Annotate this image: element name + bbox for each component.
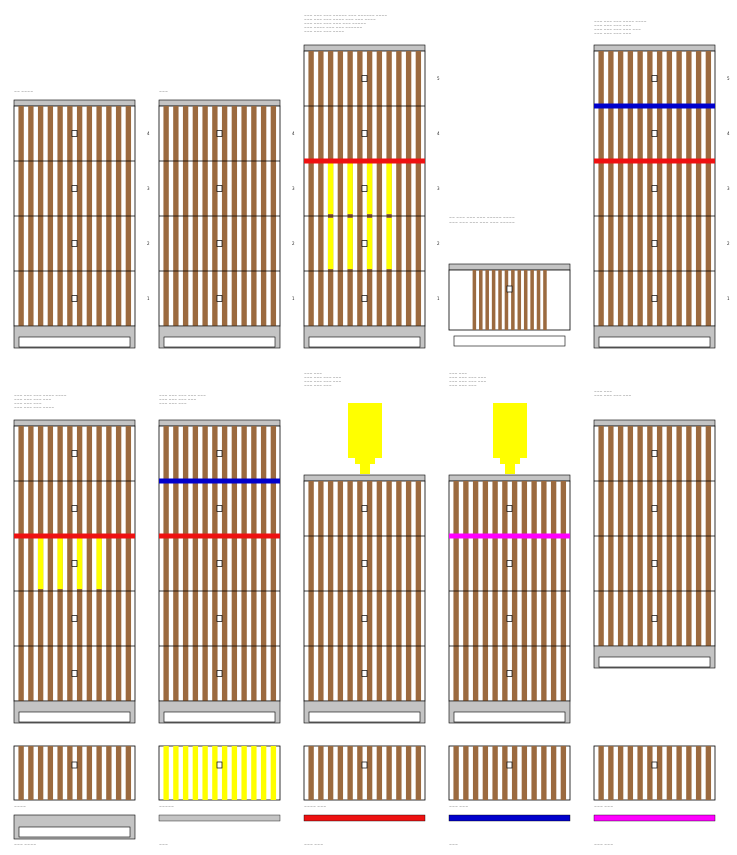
legend-slat <box>202 746 207 800</box>
unit-row1-1 <box>14 100 150 348</box>
highlight-slat <box>367 163 372 214</box>
unit-row1-2 <box>159 100 295 348</box>
shelf-marker <box>362 131 367 137</box>
slat <box>222 426 227 701</box>
shelf-marker <box>72 451 77 457</box>
top-cap <box>594 45 715 51</box>
section-number: 2 <box>437 241 440 246</box>
unit-row1-3 <box>304 45 440 348</box>
section-number: 4 <box>437 131 440 136</box>
legend-slat <box>628 746 633 800</box>
unit-row2-4 <box>449 403 570 723</box>
shelf-bar-red <box>14 534 135 539</box>
legend-slat <box>308 746 313 800</box>
highlight-slat <box>386 163 391 214</box>
shelf-marker <box>362 186 367 192</box>
section-number: 1 <box>727 296 730 301</box>
legend-slat <box>406 746 411 800</box>
legend-slat <box>706 746 711 800</box>
slat <box>271 426 276 701</box>
section-number: 3 <box>437 186 440 191</box>
legend-marker <box>362 762 367 768</box>
slat <box>126 426 131 701</box>
top-cap <box>304 475 425 481</box>
caption-row1-2: ~~~ <box>159 90 169 94</box>
legend-slat <box>551 746 556 800</box>
yellow-post <box>360 462 370 474</box>
shelf-bar-red <box>159 534 280 539</box>
slat <box>706 51 711 326</box>
legend-slat <box>48 746 53 800</box>
legend-swatch-magenta <box>594 815 715 821</box>
caption-row2-5: ~~~ ~~~ ~~~ ~~~ ~~~ ~~~ <box>594 390 632 398</box>
legend-caption-2: ~~~ <box>159 843 169 847</box>
shelf-marker <box>652 241 657 247</box>
shelf-bar-blue <box>594 104 715 109</box>
section-number: 3 <box>147 186 150 191</box>
top-cap <box>449 264 570 270</box>
top-cap <box>159 100 280 106</box>
legend-slat <box>347 746 352 800</box>
shelf-marker <box>72 241 77 247</box>
legend-swatch-drawer <box>19 827 130 837</box>
base-drawer <box>19 712 130 722</box>
legend-slat <box>116 746 121 800</box>
slat <box>183 426 188 701</box>
shelf-marker <box>72 296 77 302</box>
slat <box>377 51 382 326</box>
unit-row2-5 <box>594 420 715 668</box>
slat <box>530 270 534 330</box>
slat <box>338 51 343 326</box>
top-cap <box>159 420 280 426</box>
legend-slat <box>367 746 372 800</box>
legend-slat <box>396 746 401 800</box>
highlight-slat <box>386 218 391 269</box>
shelf-marker <box>652 616 657 622</box>
section-number: 3 <box>727 186 730 191</box>
slat <box>637 51 642 326</box>
shelf-marker <box>217 131 222 137</box>
legend-slat <box>483 746 488 800</box>
unit-row2-1 <box>14 420 135 723</box>
shelf-marker <box>72 616 77 622</box>
legend-slat <box>637 746 642 800</box>
legend-slat <box>512 746 517 800</box>
slat <box>18 426 23 701</box>
slat <box>543 270 547 330</box>
legend-slat <box>598 746 603 800</box>
slat <box>511 270 515 330</box>
legend-slat <box>492 746 497 800</box>
slat <box>518 270 522 330</box>
legend-swatch-blue <box>449 815 570 821</box>
legend-slat <box>338 746 343 800</box>
shelf-marker <box>652 186 657 192</box>
legend-label-5: ~~~ ~~~ <box>594 805 614 809</box>
shelf-marker <box>652 76 657 82</box>
legend-slat <box>453 746 458 800</box>
cabinet-body <box>449 270 570 330</box>
slat <box>48 426 53 701</box>
legend-label-3: ~~~~ ~~~ <box>304 805 327 809</box>
unit-row1-4 <box>449 264 570 346</box>
slat <box>505 270 509 330</box>
top-cap <box>449 475 570 481</box>
shelf-marker <box>652 561 657 567</box>
shelf-bar-red <box>304 159 425 164</box>
legend-slat <box>38 746 43 800</box>
section-number: 5 <box>727 76 730 81</box>
section-number: 5 <box>437 76 440 81</box>
legend-slat <box>212 746 217 800</box>
slat <box>667 51 672 326</box>
shelf-marker <box>362 296 367 302</box>
slat <box>657 51 662 326</box>
slat <box>261 426 266 701</box>
slat <box>598 51 603 326</box>
shelf-marker <box>217 296 222 302</box>
shelf-marker <box>217 671 222 677</box>
section-number: 4 <box>292 131 295 136</box>
caption-row2-4: ~~~ ~~~ ~~~ ~~~ ~~~ ~~~ ~~~ ~~~ ~~~ ~~~ ~~~ ~~~ ~~~ <box>449 372 487 388</box>
base-drawer <box>309 712 420 722</box>
shelf-marker <box>217 186 222 192</box>
legend-slat <box>261 746 266 800</box>
slat <box>28 426 33 701</box>
yellow-head <box>348 403 382 458</box>
legend-slat <box>522 746 527 800</box>
legend-slat <box>173 746 178 800</box>
legend-slat <box>696 746 701 800</box>
slat <box>492 270 496 330</box>
base-drawer <box>19 337 130 347</box>
base-drawer <box>454 336 565 346</box>
slat <box>106 426 111 701</box>
legend-swatch-red <box>304 815 425 821</box>
section-number: 1 <box>437 296 440 301</box>
slat <box>479 270 483 330</box>
base-drawer <box>599 337 710 347</box>
legend-slat <box>686 746 691 800</box>
slat <box>241 426 246 701</box>
slat <box>696 51 701 326</box>
highlight-slat <box>57 538 62 589</box>
shelf-marker <box>362 76 367 82</box>
legend-caption-3: ~~~ ~~~ <box>304 843 324 847</box>
legend-slat <box>271 746 276 800</box>
slat <box>524 270 528 330</box>
highlight-slat <box>347 163 352 214</box>
shelf-marker <box>652 451 657 457</box>
shelf-marker <box>362 671 367 677</box>
highlight-slat <box>96 538 101 589</box>
legend-slat <box>77 746 82 800</box>
base-drawer <box>164 337 275 347</box>
legend-caption-4: ~~~ <box>449 843 459 847</box>
legend-slat <box>608 746 613 800</box>
legend-caption-5: ~~~ ~~~ <box>594 843 614 847</box>
slat <box>251 426 256 701</box>
legend-slat <box>67 746 72 800</box>
unit-row2-3 <box>304 403 425 723</box>
legend-marker <box>217 762 222 768</box>
legend-item-1 <box>14 746 135 839</box>
legend-marker <box>507 762 512 768</box>
shelf-marker <box>72 131 77 137</box>
legend-slat <box>357 746 362 800</box>
shelf-marker <box>507 286 512 292</box>
slat <box>232 426 237 701</box>
top-cap <box>14 420 135 426</box>
slat <box>608 51 613 326</box>
slat <box>676 51 681 326</box>
legend-marker <box>72 762 77 768</box>
legend-slat <box>463 746 468 800</box>
top-cap <box>304 45 425 51</box>
shelf-marker <box>652 296 657 302</box>
caption-row2-1: ~~~ ~~~ ~~~ ~~~~ ~~~~ ~~~ ~~~ ~~~ ~~~ ~~~ ~~~ ~~~ ~~~ ~~~ ~~~ ~~~~ <box>14 394 67 410</box>
legend-slat <box>241 746 246 800</box>
legend-slat <box>647 746 652 800</box>
legend-label-4: ~~~ ~~~ <box>449 805 469 809</box>
highlight-slat <box>328 163 333 214</box>
legend-slat <box>183 746 188 800</box>
legend-slat <box>618 746 623 800</box>
highlight-slat <box>77 538 82 589</box>
legend-slat <box>126 746 131 800</box>
section-number: 4 <box>147 131 150 136</box>
shelf-marker <box>507 506 512 512</box>
section-number: 1 <box>147 296 150 301</box>
legend-slat <box>676 746 681 800</box>
legend-slat <box>163 746 168 800</box>
slat <box>308 51 313 326</box>
slat <box>406 51 411 326</box>
shelf-marker <box>217 561 222 567</box>
slat <box>202 426 207 701</box>
slat <box>116 426 121 701</box>
legend-slat <box>667 746 672 800</box>
shelf-marker <box>72 186 77 192</box>
legend-label-2: ~~~~~ <box>159 805 175 809</box>
shelf-marker <box>72 671 77 677</box>
legend-slat <box>106 746 111 800</box>
section-number: 4 <box>727 131 730 136</box>
legend-slat <box>28 746 33 800</box>
legend-slat <box>232 746 237 800</box>
shelf-marker <box>652 506 657 512</box>
shelf-marker <box>652 131 657 137</box>
slat <box>193 426 198 701</box>
slat <box>416 51 421 326</box>
unit-row2-2 <box>159 420 280 723</box>
slat <box>686 51 691 326</box>
section-number: 2 <box>147 241 150 246</box>
legend-slat <box>318 746 323 800</box>
caption-row1-5: ~~~ ~~~ ~~~ ~~~~ ~~~~ ~~~ ~~~ ~~~ ~~~ ~~~ ~~~ ~~~ ~~~ ~~~ ~~~ ~~~ ~~~ ~~~ <box>594 20 647 36</box>
slat <box>537 270 541 330</box>
shelf-marker <box>72 561 77 567</box>
base-drawer <box>309 337 420 347</box>
legend-slat <box>96 746 101 800</box>
slat <box>173 426 178 701</box>
shelf-marker <box>217 616 222 622</box>
unit-row1-5 <box>594 45 730 348</box>
legend-slat <box>386 746 391 800</box>
legend-slat <box>193 746 198 800</box>
shelf-marker <box>217 506 222 512</box>
shelf-marker <box>507 561 512 567</box>
legend-slat <box>473 746 478 800</box>
section-number: 1 <box>292 296 295 301</box>
shelf-marker <box>217 241 222 247</box>
shelf-marker <box>362 241 367 247</box>
slat <box>485 270 489 330</box>
caption-row1-3: ~~~ ~~~ ~~~ ~~~~~ ~~~ ~~~~~~ ~~~~ ~~~ ~~~ ~~~ ~~~~ ~~~ ~~~ ~~~~ ~~~ ~~~ ~~~ ~~~ ~~~ ~~~~~ ~~~ ~~~~ ~~~ ~~~ ~~~~~~ ~~~ ~~~ ~~~ ~~~~ <box>304 14 388 34</box>
legend-slat <box>57 746 62 800</box>
caption-row1-1: ~~ ~~~~ <box>14 90 34 94</box>
shelf-bar-red <box>594 159 715 164</box>
section-number: 2 <box>727 241 730 246</box>
shelf-marker <box>507 616 512 622</box>
yellow-head <box>493 403 527 458</box>
slat <box>87 426 92 701</box>
section-number: 2 <box>292 241 295 246</box>
slat <box>396 51 401 326</box>
shelf-marker <box>362 506 367 512</box>
caption-row2-3: ~~~ ~~~ ~~~ ~~~ ~~~ ~~~ ~~~ ~~~ ~~~ ~~~ ~~~ ~~~ ~~~ <box>304 372 342 388</box>
legend-slat <box>377 746 382 800</box>
slat <box>163 426 168 701</box>
legend-marker <box>652 762 657 768</box>
legend-slat <box>657 746 662 800</box>
legend-swatch-cap <box>159 815 280 821</box>
base-drawer <box>599 657 710 667</box>
highlight-slat <box>328 218 333 269</box>
section-number: 3 <box>292 186 295 191</box>
shelf-marker <box>362 616 367 622</box>
legend-slat <box>222 746 227 800</box>
legend-label-1: ~~~~ <box>14 805 27 809</box>
slat <box>473 270 477 330</box>
top-cap <box>594 420 715 426</box>
legend-slat <box>251 746 256 800</box>
legend-slat <box>531 746 536 800</box>
slat <box>618 51 623 326</box>
highlight-slat <box>347 218 352 269</box>
slat <box>628 51 633 326</box>
shelf-bar-blue <box>159 479 280 484</box>
legend-slat <box>87 746 92 800</box>
shelf-marker <box>507 671 512 677</box>
legend-slat <box>541 746 546 800</box>
legend-slat <box>561 746 566 800</box>
caption-row1-4: ~~ ~~~ ~~~ ~~~ ~~~~~ ~~~~ ~~~ ~~~ ~~~ ~~~ ~~~ ~~~~~ <box>449 216 515 225</box>
top-cap <box>14 100 135 106</box>
base-drawer <box>164 712 275 722</box>
highlight-slat <box>367 218 372 269</box>
legend-slat <box>502 746 507 800</box>
caption-row2-2: ~~~ ~~~ ~~~ ~~~ ~~~ ~~~ ~~~ ~~~ ~~~ ~~~ ~~~ ~~~ <box>159 394 206 406</box>
legend-caption-1: ~~~ ~~~~ <box>14 843 37 847</box>
yellow-post <box>505 462 515 474</box>
slat <box>318 51 323 326</box>
shelf-marker <box>362 561 367 567</box>
shelf-bar-magenta <box>449 534 570 539</box>
base-drawer <box>454 712 565 722</box>
legend-slat <box>328 746 333 800</box>
legend-slat <box>416 746 421 800</box>
shelf-marker <box>72 506 77 512</box>
highlight-slat <box>38 538 43 589</box>
slat <box>498 270 502 330</box>
shelf-marker <box>217 451 222 457</box>
legend-slat <box>18 746 23 800</box>
